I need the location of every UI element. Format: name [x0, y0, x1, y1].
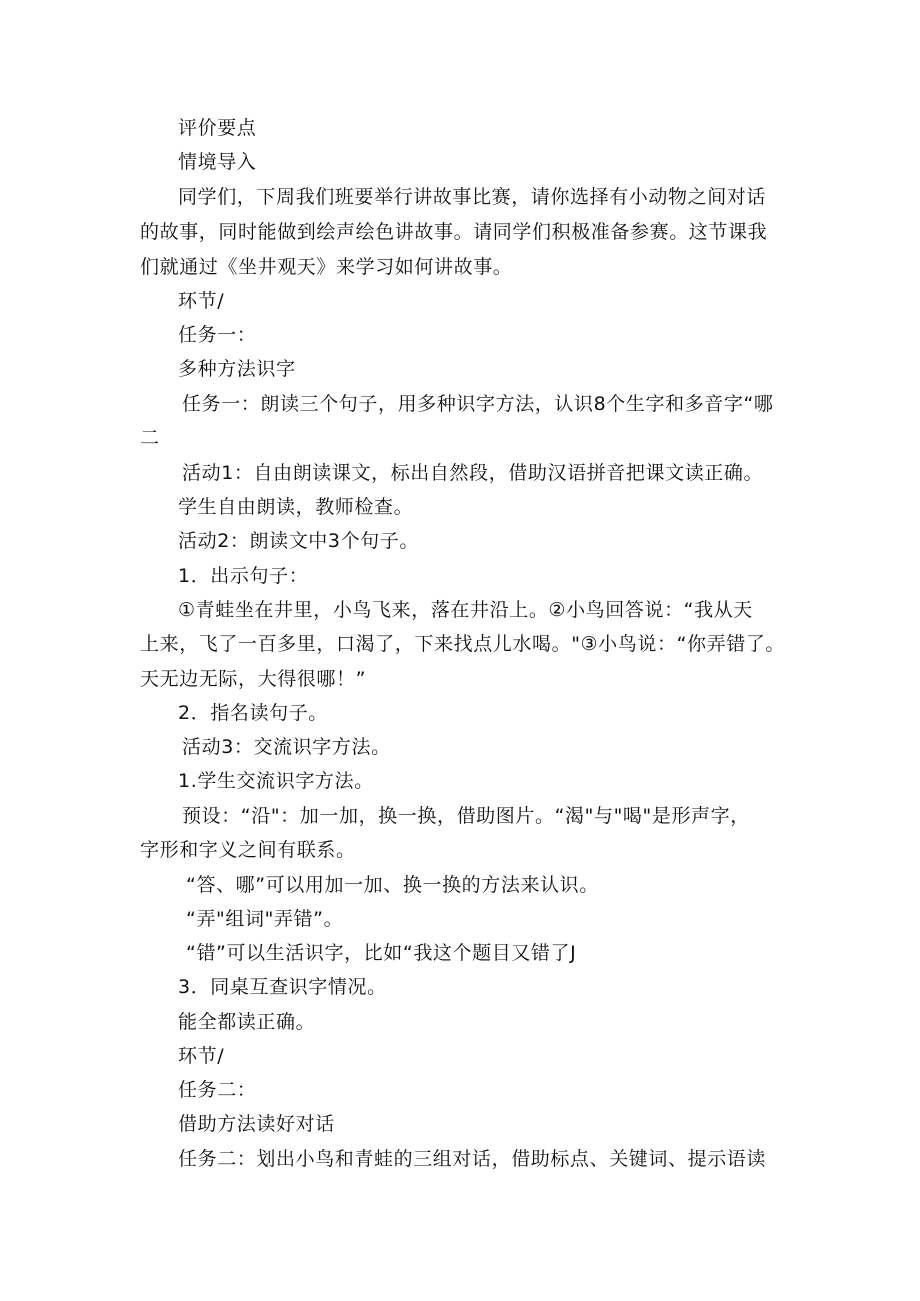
step-show-sentences: 1．出示句子：: [178, 565, 309, 587]
intro-paragraph-line-1: 同学们，下周我们班要举行讲故事比赛，请你选择有小动物之间对话: [178, 186, 767, 208]
task-one-description-line-2: 二: [140, 427, 160, 449]
section-label: 环节/: [178, 290, 225, 312]
step-read-sentences: 2．指名读句子。: [178, 702, 328, 724]
step-exchange-methods: 1.学生交流识字方法。: [178, 770, 374, 792]
task-one-description-line-1: 任务一：朗读三个句子，用多种识字方法，认识8个生字和多音字“哪: [182, 393, 774, 415]
preset-line-1: 预设：“沿"：加一加，换一换，借助图片。“渴"与"喝"是形声字，: [182, 805, 750, 827]
activity-3: 活动3：交流识字方法。: [182, 736, 391, 758]
task-two-label: 任务二：: [178, 1079, 257, 1101]
task-two-description: 任务二：划出小鸟和青蛙的三组对话，借助标点、关键词、提示语读: [178, 1148, 767, 1170]
task-one-label: 任务一：: [178, 324, 257, 346]
step-peer-check: 3．同桌互查识字情况。: [178, 976, 387, 998]
sentences-line-2: 上来，飞了一百多里，口渴了，下来找点儿水喝。"③小鸟说：“你弄错了。: [140, 633, 786, 655]
evaluation-note: 能全都读正确。: [178, 1011, 316, 1033]
activity-2: 活动2：朗读文中3个句子。: [178, 530, 419, 552]
intro-paragraph-line-3: 们就通过《坐井观天》来学习如何讲故事。: [140, 256, 513, 278]
preset-cuo-note: “错”可以生活识字，比如“我这个题目又错了J: [186, 942, 577, 964]
sentences-line-3: 天无边无际，大得很哪！”: [140, 668, 367, 690]
preset-nong-note: “弄"组词"弄错”。: [186, 908, 344, 930]
section-label-2: 环节/: [178, 1045, 225, 1067]
situation-intro-heading: 情境导入: [178, 151, 257, 173]
task-two-title: 借助方法读好对话: [178, 1113, 335, 1135]
task-one-title: 多种方法识字: [178, 358, 296, 380]
intro-paragraph-line-2: 的故事，同时能做到绘声绘色讲故事。请同学们积极准备参赛。这节课我: [140, 221, 768, 243]
preset-answer-note: “答、哪”可以用加一加、换一换的方法来认识。: [186, 874, 599, 896]
preset-line-2: 字形和字义之间有联系。: [140, 839, 356, 861]
evaluation-points-heading: 评价要点: [178, 117, 257, 139]
activity-1: 活动1：自由朗读课文，标出自然段，借助汉语拼音把课文读正确。: [182, 462, 764, 484]
sentences-line-1: ①青蛙坐在井里，小鸟飞来，落在井沿上。②小鸟回答说：“我从天: [178, 599, 753, 621]
activity-1-note: 学生自由朗读，教师检查。: [178, 496, 414, 518]
